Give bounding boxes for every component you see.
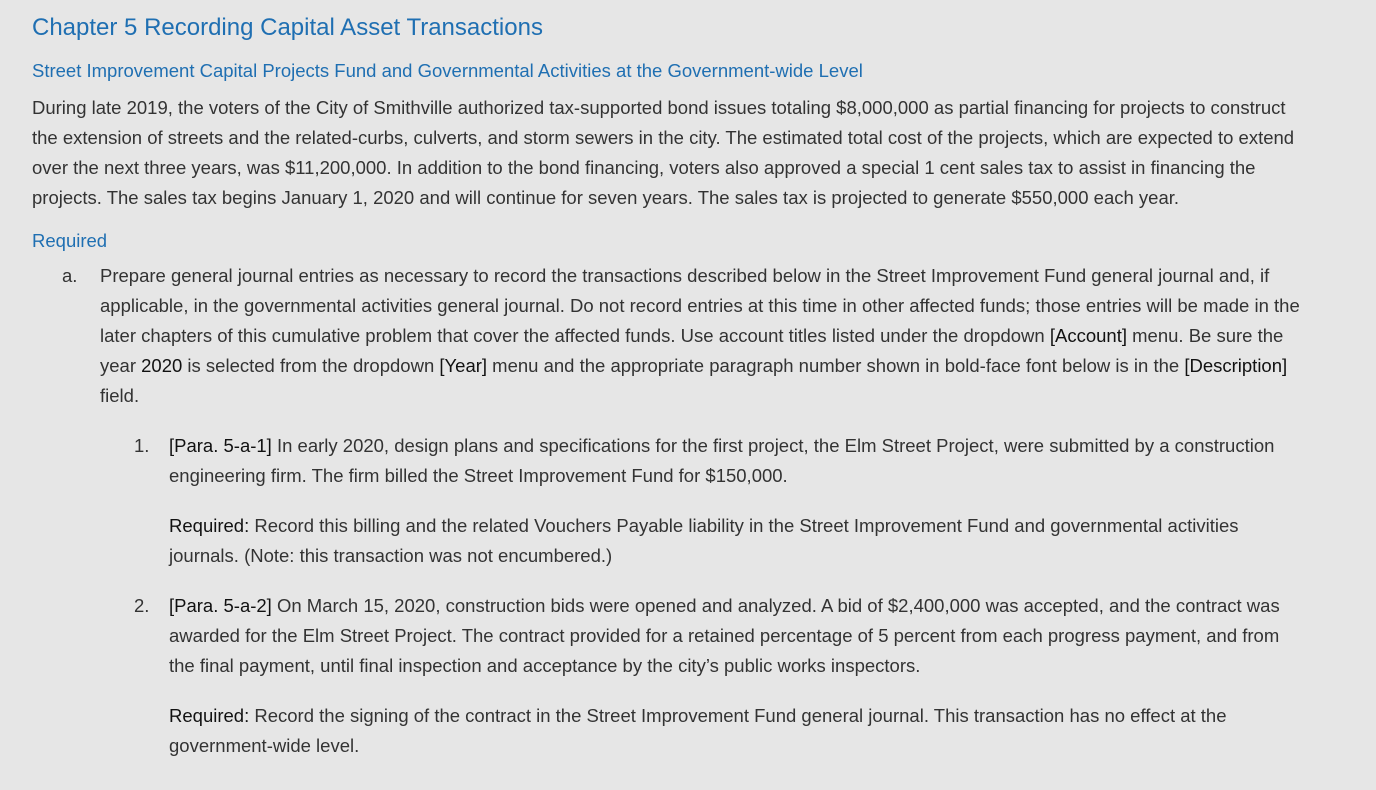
part-a-marker: a.: [62, 265, 78, 286]
item-number: 2.: [134, 595, 150, 616]
item-requirement: [169, 701, 1304, 761]
para-tag: [Para. 5-a-2]: [169, 595, 272, 616]
part-a: [32, 261, 1344, 411]
required-label: Required:: [169, 705, 250, 726]
required-heading: Required: [32, 230, 108, 251]
part-a-text-5: field.: [100, 385, 140, 406]
part-a-text-1: Prepare general journal entries as necessary to record the transactions described below in the Street Improvement Fund general journal and, if applicable, in the governmental activities general journal. Do not record entries at this time in other affected funds; those entries will be made in the later chapters of this cumulative problem that cover the affected funds. Use account titles listed under the dropdown: [100, 265, 1300, 346]
item-body: [169, 431, 1344, 591]
item-body: [169, 591, 1344, 781]
item-requirement: [169, 511, 1304, 571]
intro-paragraph: During late 2019, the voters of the City of Smithville authorized tax-supported bond issues totaling $8,000,000 as partial financing for projects to construct the extension of streets and the related-curbs, culverts, and storm sewers in the city. The estimated total cost of the projects, which are expected to extend over the next three years, was $11,200,000. In addition to the bond financing, voters also approved a special 1 cent sales tax to assist in financing the projects. The sales tax begins January 1, 2020 and will continue for seven years. The sales tax is projected to generate $550,000 each year.: [32, 97, 1295, 208]
transaction-list: [32, 431, 1344, 781]
list-item: [32, 591, 1344, 781]
description-field-ref: [Description]: [1184, 355, 1288, 376]
list-item: [32, 431, 1344, 591]
item-description: [169, 431, 1304, 491]
chapter-title: Chapter 5 Recording Capital Asset Transactions: [32, 14, 543, 41]
part-a-text-2: menu. Be sure the year: [100, 325, 1284, 376]
required-text: Record the signing of the contract in the Street Improvement Fund general journal. This transaction has no effect at the government-wide level.: [169, 705, 1227, 756]
required-label: Required:: [169, 515, 250, 536]
item-description: [169, 591, 1304, 681]
part-a-instructions: [100, 261, 1344, 411]
item-text: In early 2020, design plans and specifications for the first project, the Elm Street Project, were submitted by a construction engineering firm. The firm billed the Street Improvement Fund for $150,000.: [169, 435, 1275, 486]
year-value-ref: 2020: [141, 355, 183, 376]
item-text: On March 15, 2020, construction bids were opened and analyzed. A bid of $2,400,000 was accepted, and the contract was awarded for the Elm Street Project. The contract provided for a retained percentage of 5 percent from each progress payment, and from the final payment, until final inspection and acceptance by the city’s public works inspectors.: [169, 595, 1280, 676]
required-text: Record this billing and the related Vouchers Payable liability in the Street Improvement Fund and governmental activities journals. (Note: this transaction was not encumbered.): [169, 515, 1239, 566]
part-a-text-4: menu and the appropriate paragraph number shown in bold-face font below is in the: [487, 355, 1185, 376]
part-a-text-3: is selected from the dropdown: [182, 355, 440, 376]
para-tag: [Para. 5-a-1]: [169, 435, 272, 456]
section-title: Street Improvement Capital Projects Fund and Governmental Activities at the Government-wide Level: [32, 60, 863, 81]
account-menu-ref: [Account]: [1049, 325, 1127, 346]
year-menu-ref: [Year]: [439, 355, 488, 376]
item-number: 1.: [134, 435, 150, 456]
